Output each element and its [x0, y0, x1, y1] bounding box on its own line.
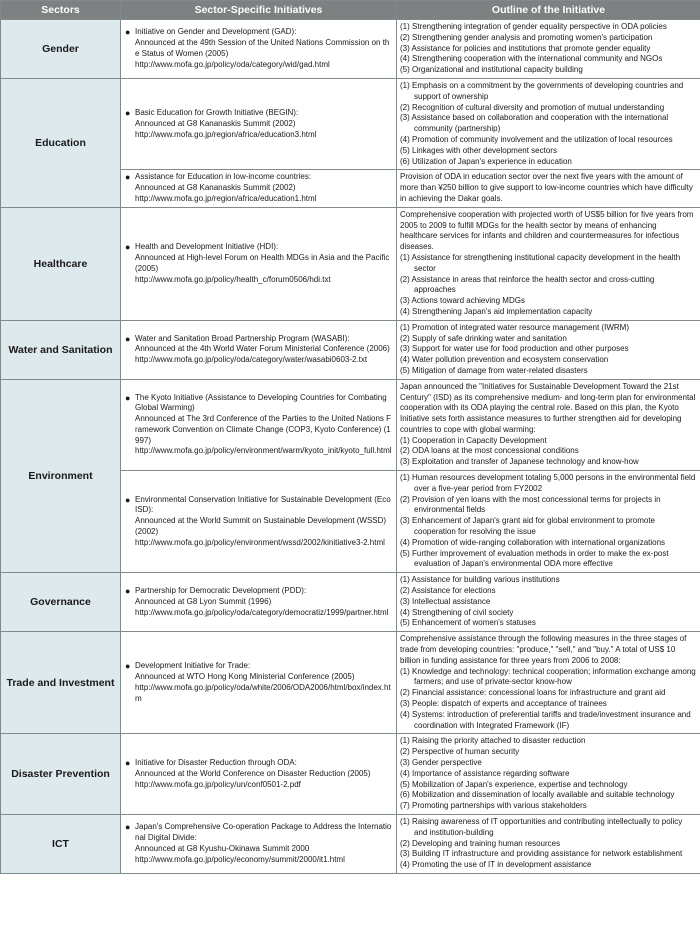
- outline-item: (2) Financial assistance: concessional loans for infrastructure and grant aid: [400, 688, 666, 698]
- outline-item: (4) Promotion of community involvement and the utilization of local resources: [400, 134, 673, 144]
- initiative-cell: [121, 573, 397, 632]
- outline-item: (1) Raising awareness of IT opportunities and contributing intellectually to policy and institution-building: [400, 816, 683, 837]
- table-body: [1, 20, 700, 874]
- outline-paragraph: Provision of ODA in education sector over the next five years with the amount of more than ¥250 billion to give support to low-income countries which have difficulty in achieving the Dakar goals.: [400, 172, 693, 203]
- outline-item: (4) Importance of assistance regarding software: [400, 768, 570, 778]
- outline-item: (6) Utilization of Japan's experience in education: [400, 156, 572, 166]
- table-row: [1, 320, 700, 379]
- outline-item: (2) Developing and training human resources: [400, 838, 561, 848]
- outline-cell: [397, 170, 700, 207]
- bullet-icon: ●: [125, 333, 131, 344]
- outline-cell: [397, 320, 700, 379]
- initiative-title: Assistance for Education in low-income countries:: [135, 172, 312, 182]
- initiative-detail: Announced at the World Summit on Sustainable Development (WSSD) (2002): [135, 516, 387, 537]
- initiative-detail: Announced at G8 Kananaskis Summit (2002): [135, 183, 296, 193]
- table-row: [1, 573, 700, 632]
- header-row: [1, 1, 700, 20]
- initiative-url-link[interactable]: http://www.mofa.go.jp/policy/oda/category/wid/gad.html: [135, 59, 330, 69]
- outline-item: (2) ODA loans at the most concessional conditions: [400, 446, 579, 456]
- outline-item: (4) Promoting the use of IT in development assistance: [400, 860, 592, 870]
- outline-item: (4) Strengthening cooperation with the international community and NGOs: [400, 54, 663, 64]
- initiative-title: Initiative on Gender and Development (GAD):: [135, 27, 297, 37]
- outline-item: (3) Assistance based on collaboration and cooperation with the international community (partnership): [400, 113, 669, 134]
- initiative-url-link[interactable]: http://www.mofa.go.jp/region/africa/education3.html: [135, 129, 317, 139]
- bullet-icon: ●: [125, 758, 131, 768]
- outline-cell: [397, 78, 700, 169]
- outline-paragraph: Comprehensive assistance through the following measures in the three stages of trade from developing countries: "produce," "sell," and "buy." A total of US$ 10 billion in funding assistance for three years from 2006 to 2008:: [400, 634, 687, 665]
- outline-paragraph: Japan announced the "Initiatives for Sustainable Development Toward the 21st Century" (ISD) as its comprehensive medium- and long-term plan for environmental cooperation with its ODA playing the central role. Based on this plan, the Kyoto Initiative sets forth assistance measures to further strengthen aid for developing countries to cope with global warming:: [400, 381, 696, 434]
- initiative-url-link[interactable]: http://www.mofa.go.jp/region/africa/education1.html: [135, 193, 317, 203]
- initiative-url-link[interactable]: http://www.mofa.go.jp/policy/oda/category/democratiz/1999/partner.html: [135, 607, 389, 617]
- bullet-icon: ●: [125, 822, 131, 833]
- table-row: [1, 207, 700, 320]
- table-row: [1, 632, 700, 734]
- outline-item: (3) Support for water use for food production and other purposes: [400, 344, 629, 354]
- outline-cell: [397, 814, 700, 873]
- outline-cell: [397, 734, 700, 815]
- initiative-cell: [121, 20, 397, 79]
- outline-item: (3) Assistance for policies and institutions that promote gender equality: [400, 43, 651, 53]
- outline-cell: [397, 20, 700, 79]
- initiative-detail: Announced at G8 Kananaskis Summit (2002): [135, 118, 296, 128]
- sector-cell: ICT: [1, 814, 121, 873]
- outline-item: (4) Strengthening Japan's aid implementation capacity: [400, 306, 593, 316]
- outline-cell: [397, 379, 700, 470]
- initiative-cell: [121, 471, 397, 573]
- outline-item: (6) Mobilization and dissemination of locally available and suitable technology: [400, 790, 675, 800]
- outline-item: (3) Actions toward achieving MDGs: [400, 296, 525, 306]
- table-row: [1, 734, 700, 815]
- initiative-title: Development Initiative for Trade:: [135, 661, 251, 671]
- outline-cell: [397, 632, 700, 734]
- outline-item: (5) Mitigation of damage from water-related disasters: [400, 365, 588, 375]
- header-outline: Outline of the Initiative: [397, 1, 700, 20]
- outline-item: (1) Assistance for building various institutions: [400, 575, 560, 585]
- initiative-detail: Announced at the 4th World Water Forum Ministerial Conference (2006): [135, 344, 390, 354]
- outline-item: (3) Exploitation and transfer of Japanese technology and know-how: [400, 457, 639, 467]
- outline-item: (2) Assistance in areas that reinforce the health sector and cross-cutting approaches: [400, 274, 655, 295]
- sector-cell: Water and Sanitation: [1, 320, 121, 379]
- header-initiatives: Sector-Specific Initiatives: [121, 1, 397, 20]
- outline-item: (3) Enhancement of Japan's grant aid for global environment to promote cooperation for resolving the issue: [400, 516, 656, 537]
- outline-cell: [397, 471, 700, 573]
- outline-item: (2) Provision of yen loans with the most concessional terms for projects in environmental fields: [400, 494, 661, 515]
- bullet-icon: ●: [125, 27, 131, 38]
- sector-cell: Trade and Investment: [1, 632, 121, 734]
- initiative-title: Partnership for Democratic Development (PDD):: [135, 586, 307, 596]
- initiative-detail: Announced at the 49th Session of the United Nations Commission on the Status of Women (2005): [135, 38, 390, 58]
- initiative-cell: [121, 814, 397, 873]
- initiative-url-link[interactable]: http://www.mofa.go.jp/policy/environment/warm/kyoto_init/kyoto_full.html: [135, 446, 392, 456]
- outline-item: (1) Knowledge and technology: technical cooperation; information exchange among farmers; and use of private-sector know-how: [400, 666, 696, 687]
- header-sectors: Sectors: [1, 1, 121, 20]
- outline-item: (1) Promotion of integrated water resource management (IWRM): [400, 322, 629, 332]
- outline-item: (5) Enhancement of women's statuses: [400, 618, 536, 628]
- outline-item: (4) Systems: introduction of preferential tariffs and trade/investment insurance and coordination with Integrated Framework (IF): [400, 709, 691, 730]
- outline-item: (7) Promoting partnerships with various stakeholders: [400, 801, 587, 811]
- initiative-title: Initiative for Disaster Reduction through ODA:: [135, 758, 297, 767]
- outline-item: (5) Further improvement of evaluation methods in order to make the ex-post evaluation of Japan's environmental ODA more effective: [400, 548, 669, 569]
- outline-item: (4) Promotion of wide-ranging collaboration with international organizations: [400, 537, 666, 547]
- bullet-icon: ●: [125, 172, 131, 183]
- outline-item: (2) Strengthening gender analysis and promoting women's participation: [400, 32, 653, 42]
- outline-item: (4) Water pollution prevention and ecosystem conservation: [400, 355, 609, 365]
- bullet-icon: ●: [125, 661, 131, 672]
- bullet-icon: ●: [125, 107, 131, 118]
- initiative-url-link[interactable]: http://www.mofa.go.jp/policy/environment/wssd/2002/kinitiative3-2.html: [135, 537, 385, 547]
- initiative-url-link[interactable]: http://www.mofa.go.jp/policy/un/conf0501-2.pdf: [135, 779, 301, 789]
- initiative-url-link[interactable]: http://www.mofa.go.jp/policy/oda/white/2006/ODA2006/html/box/index.htm: [135, 682, 391, 703]
- outline-item: (5) Organizational and institutional capacity building: [400, 65, 583, 75]
- initiative-title: The Kyoto Initiative (Assistance to Developing Countries for Combating Global Warming): [135, 392, 387, 413]
- outline-item: (1) Cooperation in Capacity Development: [400, 435, 547, 445]
- outline-item: (2) Perspective of human security: [400, 747, 520, 757]
- table-row: [1, 379, 700, 470]
- outline-cell: [397, 573, 700, 632]
- initiative-cell: [121, 734, 397, 815]
- sector-cell: Gender: [1, 20, 121, 79]
- initiative-url-link[interactable]: http://www.mofa.go.jp/policy/oda/category/water/wasabi0603-2.txt: [135, 355, 368, 365]
- initiative-title: Environmental Conservation Initiative for Sustainable Development (EcoISD):: [135, 494, 391, 515]
- bullet-icon: ●: [125, 586, 131, 597]
- initiative-cell: [121, 320, 397, 379]
- bullet-icon: ●: [125, 242, 131, 253]
- outline-item: (5) Mobilization of Japan's experience, expertise and technology: [400, 779, 628, 789]
- initiative-url-link[interactable]: http://www.mofa.go.jp/policy/health_c/forum0506/hdi.txt: [135, 274, 331, 284]
- initiative-detail: Announced at the World Conference on Disaster Reduction (2005): [135, 768, 371, 778]
- outline-cell: [397, 207, 700, 320]
- bullet-icon: ●: [125, 494, 131, 505]
- table-row: [1, 814, 700, 873]
- initiative-title: Health and Development Initiative (HDI):: [135, 242, 279, 252]
- sector-cell: Environment: [1, 379, 121, 573]
- outline-item: (2) Assistance for elections: [400, 586, 496, 596]
- outline-item: (1) Strengthening integration of gender equality perspective in ODA policies: [400, 22, 667, 31]
- bullet-icon: ●: [125, 392, 131, 403]
- outline-item: (4) Strengthening of civil society: [400, 607, 514, 617]
- initiative-title: Basic Education for Growth Initiative (BEGIN):: [135, 107, 299, 117]
- initiative-detail: Announced at High-level Forum on Health MDGs in Asia and the Pacific (2005): [135, 252, 390, 273]
- initiative-cell: [121, 78, 397, 169]
- table-row: [1, 20, 700, 79]
- outline-item: (3) Building IT infrastructure and providing assistance for network establishment: [400, 849, 683, 859]
- sector-cell: Disaster Prevention: [1, 734, 121, 815]
- table-row: [1, 78, 700, 169]
- initiative-detail: Announced at The 3rd Conference of the Parties to the United Nations Framework Convention on Climate Change (COP3, Kyoto Conference) (1997): [135, 414, 392, 445]
- outline-item: (3) Intellectual assistance: [400, 596, 491, 606]
- sector-cell: Education: [1, 78, 121, 207]
- initiative-title: Water and Sanitation Broad Partnership Program (WASABI):: [135, 333, 350, 343]
- outline-item: (3) Gender perspective: [400, 758, 482, 767]
- outline-item: (1) Assistance for strengthening institutional capacity development in the health sector: [400, 252, 681, 273]
- outline-item: (1) Emphasis on a commitment by the governments of developing countries and support of ownership: [400, 80, 684, 101]
- outline-item: (2) Supply of safe drinking water and sanitation: [400, 333, 567, 343]
- initiative-detail: Announced at G8 Lyon Summit (1996): [135, 596, 272, 606]
- initiative-title: Japan's Comprehensive Co-operation Package to Address the International Digital Divide:: [135, 822, 392, 843]
- outline-item: (1) Raising the priority attached to disaster reduction: [400, 736, 586, 746]
- sector-cell: Healthcare: [1, 207, 121, 320]
- initiative-cell: [121, 170, 397, 207]
- outline-item: (5) Linkages with other development sectors: [400, 145, 557, 155]
- initiative-cell: [121, 379, 397, 470]
- initiative-cell: [121, 632, 397, 734]
- initiative-detail: Announced at WTO Hong Kong Ministerial Conference (2005): [135, 672, 355, 682]
- outline-paragraph: Comprehensive cooperation with projected worth of US$5 billion for five years from 2005 to 2009 to fulfill MDGs for the health sector by means of enhancing healthcare services for infants and children and countermeasures for infectious diseases.: [400, 209, 694, 252]
- initiative-url-link[interactable]: http://www.mofa.go.jp/policy/economy/summit/2000/it1.html: [135, 854, 345, 864]
- initiative-cell: [121, 207, 397, 320]
- outline-item: (1) Human resources development totaling 5,000 persons in the environmental field over a five-year period from FY2002: [400, 473, 696, 493]
- initiative-detail: Announced at G8 Kyushu-Okinawa Summit 2000: [135, 843, 310, 853]
- outline-item: (2) Recognition of cultural diversity and promotion of mutual understanding: [400, 102, 665, 112]
- outline-item: (3) People: dispatch of experts and acceptance of trainees: [400, 699, 607, 709]
- sector-cell: Governance: [1, 573, 121, 632]
